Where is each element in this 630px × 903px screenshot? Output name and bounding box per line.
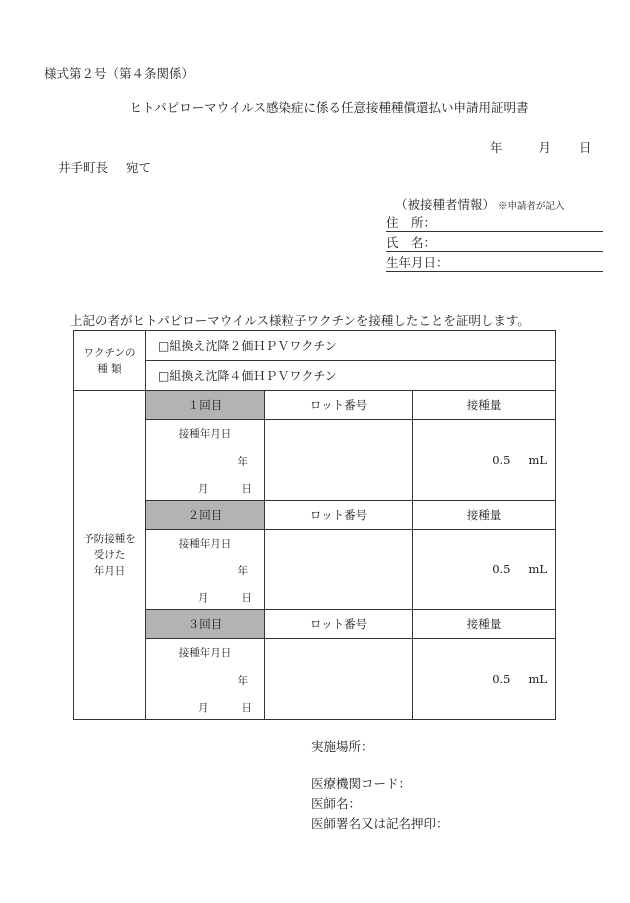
- dose-2-label: ２回目: [146, 500, 265, 529]
- vaccination-location-label: 実施場所：: [311, 739, 374, 754]
- address-label: 住 所：: [386, 215, 437, 230]
- vaccine-option-quadrivalent[interactable]: □組換え沈降４価ＨＰＶワクチン: [146, 361, 556, 391]
- doctor-name-label: 医師名：: [311, 796, 362, 811]
- vaccine-type-label: ワクチンの 種 類: [74, 331, 146, 391]
- name-field[interactable]: [386, 235, 603, 252]
- addressee: [58, 158, 151, 176]
- dose-3-label: ３回目: [146, 610, 265, 639]
- dob-label: 生年月日：: [386, 255, 449, 270]
- vaccination-table: [73, 330, 556, 720]
- lot-number-cell[interactable]: [265, 529, 413, 610]
- vaccine-option-bivalent[interactable]: □組換え沈降２価ＨＰＶワクチン: [146, 331, 556, 361]
- vaccination-date-caption: 接種年月日: [146, 420, 265, 448]
- document-title: ヒトパピローマウイルス感染症に係る任意接種種償還払い申請用証明書: [129, 100, 529, 115]
- addressee-name: 井手町長: [58, 160, 109, 175]
- dose-quantity-header: 接種量: [413, 610, 556, 639]
- date-day: 日: [579, 140, 592, 155]
- dose-quantity-cell: 0.5 mL: [413, 639, 556, 720]
- date-month: 月: [538, 140, 552, 155]
- dose-quantity-cell: 0.5 mL: [413, 420, 556, 501]
- certification-statement: 上記の者がヒトパピローマウイルス様粒子ワクチンを接種したことを証明します。: [70, 313, 530, 328]
- vaccination-date-input[interactable]: 年 月 日: [146, 448, 265, 501]
- dose-1-label: １回目: [146, 391, 265, 420]
- dose-quantity-cell: 0.5 mL: [413, 529, 556, 610]
- dob-field[interactable]: [386, 255, 603, 272]
- facility-code-label: 医療機関コード：: [311, 776, 412, 791]
- vaccination-date-caption: 接種年月日: [146, 529, 265, 557]
- lot-number-header: ロット番号: [265, 610, 413, 639]
- issue-date: [490, 138, 592, 156]
- vaccination-date-label: 予防接種を 受けた 年月日: [74, 391, 146, 720]
- dose-quantity-header: 接種量: [413, 500, 556, 529]
- addressee-suffix: 宛て: [126, 160, 152, 175]
- doctor-signature-label: 医師署名又は記名押印：: [311, 816, 449, 831]
- address-field[interactable]: [386, 215, 603, 232]
- recipient-info-note: ※申請者が記入: [498, 201, 565, 212]
- name-label: 氏 名：: [386, 235, 437, 250]
- recipient-info-title: （被接種者情報）: [395, 197, 496, 212]
- lot-number-cell[interactable]: [265, 639, 413, 720]
- lot-number-header: ロット番号: [265, 391, 413, 420]
- vaccination-date-caption: 接種年月日: [146, 639, 265, 667]
- lot-number-cell[interactable]: [265, 420, 413, 501]
- date-year: 年: [490, 140, 503, 155]
- vaccination-date-input[interactable]: 年 月 日: [146, 557, 265, 610]
- recipient-info-heading: [395, 195, 565, 213]
- lot-number-header: ロット番号: [265, 500, 413, 529]
- vaccination-date-input[interactable]: 年 月 日: [146, 667, 265, 720]
- form-number: 様式第２号（第４条関係）: [44, 66, 195, 81]
- dose-quantity-header: 接種量: [413, 391, 556, 420]
